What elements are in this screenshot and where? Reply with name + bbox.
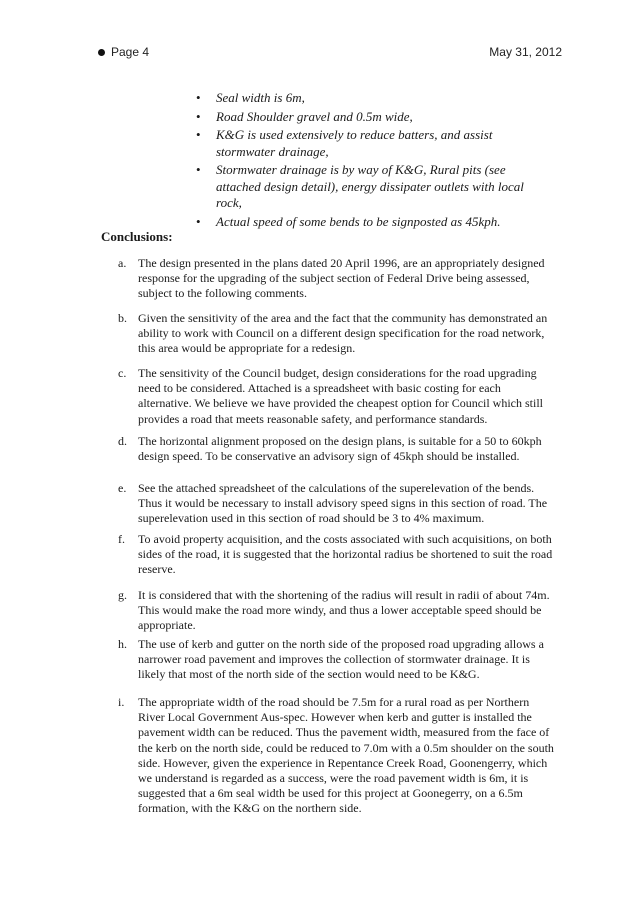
conclusions-heading: Conclusions: bbox=[101, 229, 173, 244]
bullet-text: Actual speed of some bends to be signposted as 45kph. bbox=[216, 213, 501, 229]
item-letter: f. bbox=[118, 532, 125, 546]
bullet-text: Stormwater drainage is by way of K&G, Rural pits (see attached design detail), energy dissipater outlets with local rock, bbox=[216, 162, 524, 210]
bullet-icon: • bbox=[196, 90, 201, 105]
conclusion-item-c bbox=[118, 366, 554, 427]
bullet-item bbox=[196, 127, 536, 160]
page-header bbox=[98, 45, 562, 59]
bullet-item bbox=[196, 109, 536, 126]
bullet-dot-icon bbox=[98, 49, 105, 56]
bullet-text: Seal width is 6m, bbox=[216, 90, 305, 105]
item-text: The design presented in the plans dated 20 April 1996, are an appropriately designed response for the upgrading of the subject section of Federal Drive being assessed, subject to the following comments. bbox=[138, 256, 545, 301]
bullet-item bbox=[196, 90, 536, 107]
item-letter: b. bbox=[118, 311, 127, 325]
item-letter: c. bbox=[118, 366, 127, 380]
item-letter: i. bbox=[118, 695, 125, 709]
conclusion-item-b bbox=[118, 311, 554, 357]
item-letter: h. bbox=[118, 637, 127, 651]
page-date: May 31, 2012 bbox=[489, 45, 562, 59]
bullet-icon: • bbox=[196, 162, 201, 177]
item-text: The sensitivity of the Council budget, design considerations for the road upgrading need to be considered. Attached is a spreadsheet with basic costing for each alternative. We believe we have provided the cheapest option for Council which still provides a road that meets reasonable safety, and performance standards. bbox=[138, 366, 544, 426]
conclusion-item-d bbox=[118, 434, 554, 464]
item-text: Given the sensitivity of the area and the fact that the community has demonstrated an ability to work with Council on a different design specification for the road network, this area would be appropriate for a redesign. bbox=[138, 311, 548, 356]
item-text: The use of kerb and gutter on the north side of the proposed road upgrading allows a narrower road pavement and improves the collection of stormwater drainage. It is likely that most of the north side of the section would need to be K&G. bbox=[138, 637, 544, 682]
item-letter: a. bbox=[118, 256, 127, 270]
design-bullet-list bbox=[196, 90, 536, 232]
conclusion-item-i bbox=[118, 695, 554, 817]
item-text: To avoid property acquisition, and the costs associated with such acquisitions, on both sides of the road, it is suggested that the horizontal radius be shortened to suit the road reserve. bbox=[138, 532, 553, 577]
item-letter: g. bbox=[118, 588, 127, 602]
bullet-icon: • bbox=[196, 213, 201, 229]
conclusion-item-e bbox=[118, 481, 554, 527]
item-text: The appropriate width of the road should be 7.5m for a rural road as per Northern River Local Government Aus-spec. However when kerb and gutter is installed the pavement width can be reduced. Thus the pavement width, measured from the face of the kerb on the north side, could be reduced to 7.0m with a 0.5m shoulder on the south side. However, given the experience in Repentance Creek Road, Goonengerry, which we understand is regarded as a success, were the road pavement width is 6m, it is suggested that a 6m seal width be used for this project at Goonegerry, on a 6.5m formation, with the K&G on the northern side. bbox=[138, 695, 554, 816]
bullet-item bbox=[196, 162, 536, 212]
item-text: The horizontal alignment proposed on the design plans, is suitable for a 50 to 60kph design speed. To be conservative an advisory sign of 45kph should be installed. bbox=[138, 434, 542, 464]
item-text: See the attached spreadsheet of the calculations of the superelevation of the bends. Thus it would be necessary to install advisory speed signs in this section of road. The superelevation used in this section of road should be 3 to 4% maximum. bbox=[138, 481, 548, 526]
conclusion-item-f bbox=[118, 532, 554, 578]
bullet-text: K&G is used extensively to reduce batters, and assist stormwater drainage, bbox=[216, 127, 493, 159]
item-letter: d. bbox=[118, 434, 127, 448]
bullet-icon: • bbox=[196, 108, 201, 124]
conclusion-item-h bbox=[118, 637, 554, 683]
conclusion-item-a bbox=[118, 256, 554, 302]
page-number: Page 4 bbox=[111, 45, 150, 59]
conclusion-item-g bbox=[118, 588, 554, 634]
bullet-item bbox=[196, 214, 536, 231]
item-text: It is considered that with the shortening of the radius will result in radii of about 74m. This would make the road more windy, and thus a lower acceptable speed should be appropriate. bbox=[138, 588, 550, 633]
bullet-icon: • bbox=[196, 127, 201, 142]
page-label bbox=[98, 45, 149, 59]
item-letter: e. bbox=[118, 481, 127, 495]
bullet-text: Road Shoulder gravel and 0.5m wide, bbox=[216, 108, 413, 124]
